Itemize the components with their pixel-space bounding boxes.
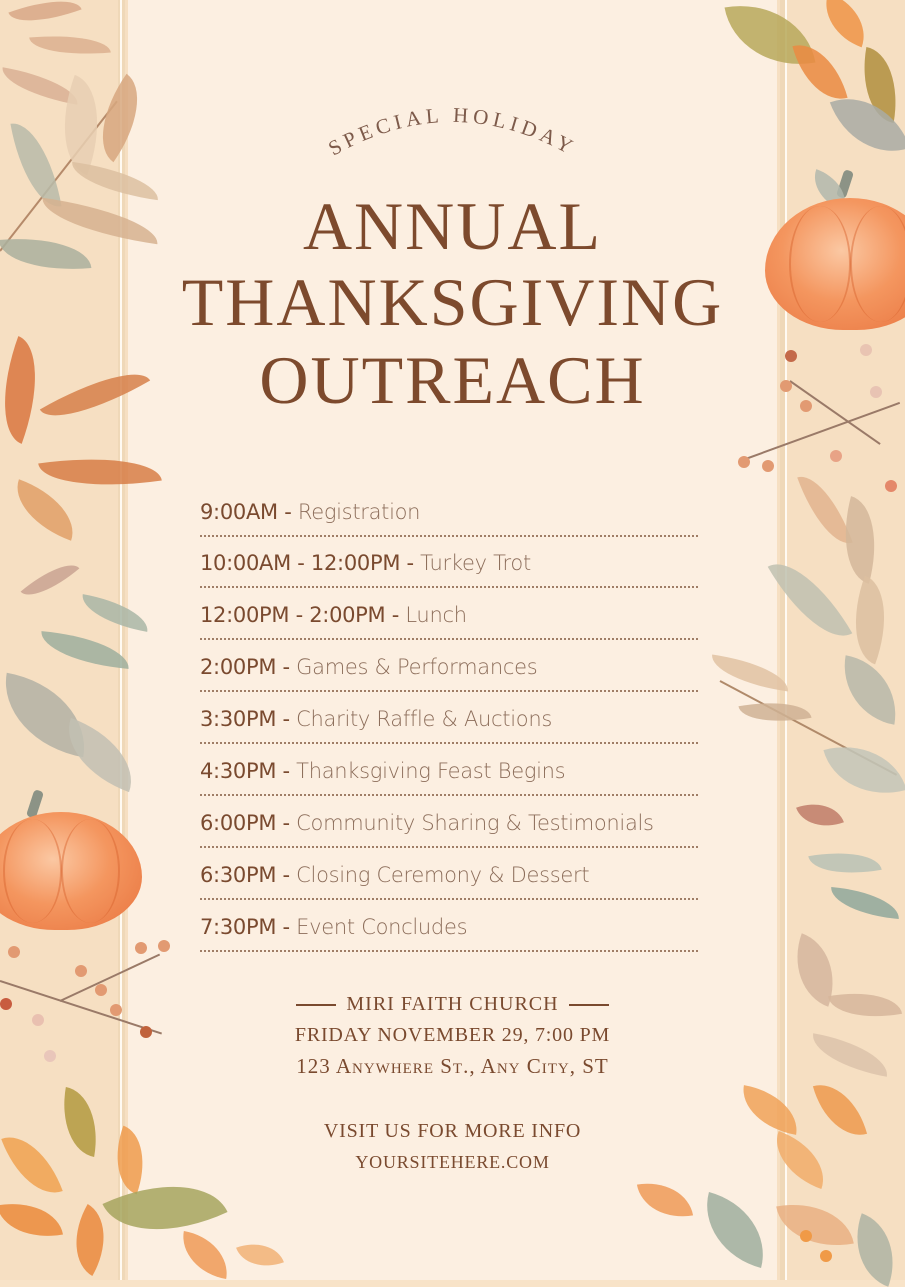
left-border-line <box>120 0 122 1280</box>
schedule-item: 7:30PM - Event Concludes <box>200 902 698 952</box>
schedule-item: 2:00PM - Games & Performances <box>200 643 698 693</box>
title-line-3: OUTREACH <box>259 342 646 418</box>
title-line-1: ANNUAL <box>302 188 603 264</box>
website-link[interactable]: YOURSITEHERE.COM <box>355 1152 550 1172</box>
right-border-panel <box>777 0 905 1280</box>
right-border-line <box>785 0 787 1280</box>
subtitle-special-holiday <box>290 96 615 186</box>
decorative-dash-left <box>296 1004 336 1006</box>
event-date-time: FRIDAY NOVEMBER 29, 7:00 PM <box>294 1024 611 1046</box>
schedule-item: 6:00PM - Community Sharing & Testimonials <box>200 798 698 848</box>
svg-text:SPECIAL HOLIDAY: SPECIAL HOLIDAY <box>324 102 581 161</box>
schedule-item: 10:00AM - 12:00PM - Turkey Trot <box>200 539 698 589</box>
title-line-2: THANKSGIVING <box>181 264 724 340</box>
schedule-item: 6:30PM - Closing Ceremony & Dessert <box>200 850 698 900</box>
schedule-item: 3:30PM - Charity Raffle & Auctions <box>200 695 698 745</box>
left-border-panel <box>0 0 128 1280</box>
event-address: 123 Anywhere St., Any City, ST <box>296 1054 609 1078</box>
cta-text: VISIT US FOR MORE INFO <box>323 1120 582 1142</box>
schedule-item: 12:00PM - 2:00PM - Lunch <box>200 591 698 641</box>
schedule-item: 4:30PM - Thanksgiving Feast Begins <box>200 746 698 796</box>
schedule-item: 9:00AM - Registration <box>200 487 698 537</box>
church-name-row <box>128 993 777 1016</box>
schedule-list <box>200 487 698 954</box>
decorative-dash-right <box>569 1004 609 1006</box>
church-name: MIRI FAITH CHURCH <box>346 993 559 1015</box>
